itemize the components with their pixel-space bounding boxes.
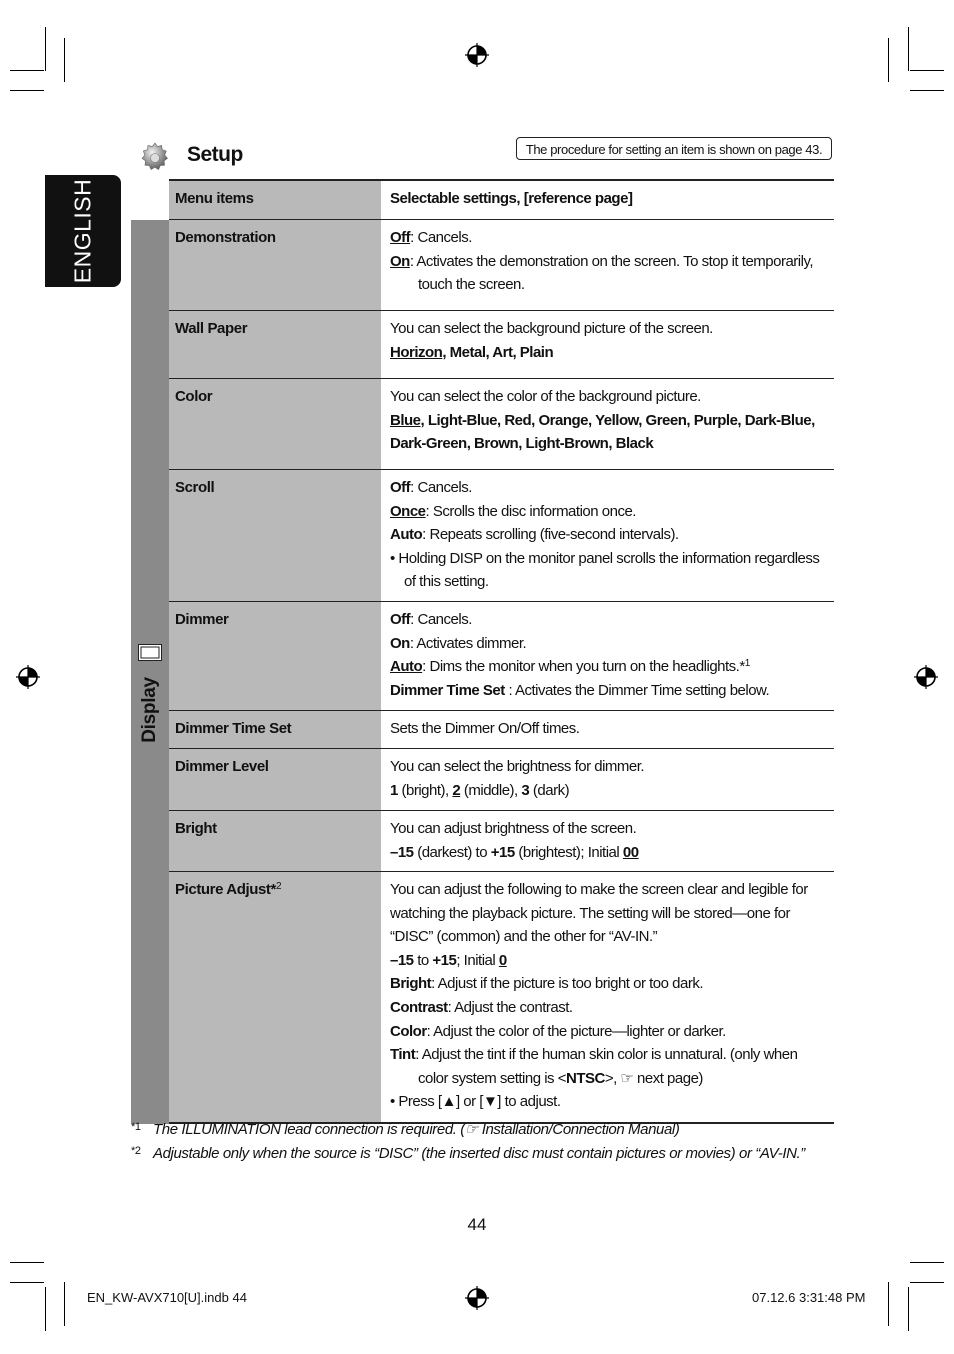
crop-mark [910,90,944,91]
option-text: : Adjust the color of the picture—lighter or darker. [426,1022,726,1040]
table-row [169,602,834,711]
crop-mark [10,70,44,71]
option-text: color system setting is < [418,1069,566,1087]
table-row [169,311,834,379]
footnote-text: The ILLUMINATION lead connection is required. (☞ Installation/Connection Manual) [153,1121,680,1138]
footnote [131,1118,851,1142]
table-row [169,220,834,311]
option-value: NTSC [565,1069,605,1087]
section-title: Setup [187,143,243,166]
footnote-ref: 1 [744,658,750,670]
crop-mark [10,1282,44,1283]
menu-item-demonstration: Demonstration [169,220,381,310]
option-label: Auto [390,658,423,676]
option-label: On [390,252,410,270]
registration-mark-icon [913,664,939,690]
settings-dimmer [381,602,834,710]
procedure-note: The procedure for setting an item is shown on page 43. [516,137,832,160]
option-label: Tint [390,1046,416,1064]
option-list: , Metal, Art, Plain [442,343,554,361]
crop-mark [910,70,944,71]
crop-mark [888,1282,889,1326]
table-header-row [169,179,834,220]
crop-mark [64,38,65,82]
settings-demonstration [381,220,834,310]
option-text: : Adjust the contrast. [447,998,573,1016]
settings-color [381,379,834,469]
gear-icon [137,140,173,176]
setting-description: You can select the color of the background picture. [390,388,701,405]
settings-bright [381,811,834,871]
category-sidebar [131,220,169,1124]
option-text: (middle), [460,781,522,799]
crop-mark [45,27,46,71]
crop-mark [10,1262,44,1263]
header-selectable-settings: Selectable settings, [reference page] [390,190,633,207]
option-text: (brightest); Initial [514,843,623,861]
option-text: : Dims the monitor when you turn on the headlights.* [422,658,745,676]
option-label: Off [390,611,411,628]
crop-mark [10,90,44,91]
page-number: 44 [467,1215,487,1234]
footer-file-info: EN_KW-AVX710[U].indb 44 [87,1290,247,1305]
header-menu-items: Menu items [169,181,381,219]
default-option: 0 [498,951,507,969]
footnote-text: Adjustable only when the source is “DISC” (the inserted disc must contain pictures or movies) or “AV-IN.” [153,1145,805,1162]
crop-mark [910,1262,944,1263]
bullet-note: of this setting. [404,573,489,591]
table-row [169,379,834,470]
default-option: 2 [452,781,461,799]
registration-mark-icon [464,1285,490,1311]
range-min: –15 [390,951,414,969]
option-text: ; Initial [456,951,499,969]
crop-mark [888,38,889,82]
footnote-mark: *2 [131,1145,141,1157]
option-text: : Cancels. [410,611,472,628]
option-text: (bright), [397,781,453,799]
setting-description: Sets the Dimmer On/Off times. [390,720,580,737]
crop-mark [908,1287,909,1331]
option-text: touch the screen. [418,276,525,294]
bullet-note: • Holding DISP on the monitor panel scrolls the information regardless [390,549,820,567]
menu-item-label: Picture Adjust* [175,881,276,898]
crop-mark [64,1282,65,1326]
option-value: 1 [390,781,398,799]
option-label: Off [390,229,411,246]
table-row [169,811,834,872]
settings-scroll [381,470,834,601]
default-option: Blue [390,411,421,429]
setting-description: You can adjust brightness of the screen. [390,820,637,837]
table-row [169,872,834,1124]
option-label: Bright [390,975,432,993]
menu-item-color: Color [169,379,381,469]
option-text: : Activates dimmer. [409,634,527,652]
option-label: On [390,634,410,652]
option-text: : Cancels. [410,479,472,496]
settings-wallpaper [381,311,834,378]
option-label: Once [390,502,426,520]
range-max: +15 [490,843,515,861]
option-text: (darkest) to [413,843,491,861]
registration-mark-icon [464,42,490,68]
table-row [169,749,834,811]
setting-description: You can select the brightness for dimmer. [390,758,645,775]
option-text: : Cancels. [410,229,472,246]
menu-item-picture-adjust [169,872,381,1122]
option-text: : Repeats scrolling (five-second intervals). [422,526,679,544]
option-label: Dimmer Time Set [390,681,505,699]
option-text: : Activates the Dimmer Time setting below. [504,681,770,699]
category-label: Display [139,677,160,743]
settings-dimmer-time-set [381,711,834,748]
crop-mark [45,1287,46,1331]
footnote-mark: *1 [131,1121,141,1133]
crop-mark [908,27,909,71]
settings-picture-adjust [381,872,834,1122]
option-text: to [413,951,433,969]
footer-timestamp: 07.12.6 3:31:48 PM [752,1290,866,1305]
table-row [169,470,834,602]
range-min: –15 [390,843,414,861]
setting-description: You can select the background picture of the screen. [390,320,713,337]
option-label: Contrast [390,998,448,1016]
option-label: Off [390,479,411,496]
language-tab [45,175,121,287]
option-text: : Activates the demonstration on the screen. To stop it temporarily, [409,252,814,270]
option-label: Color [390,1022,427,1040]
menu-item-dimmer-time-set: Dimmer Time Set [169,711,381,748]
option-text: : Scrolls the disc information once. [425,502,636,520]
option-label: Auto [390,526,423,544]
option-list: , Light-Blue, Red, Orange, Yellow, Green, Purple, Dark-Blue, Dark-Green, Brown, Light-Brown, Black [390,411,815,453]
option-value: 3 [521,781,530,799]
menu-item-dimmer: Dimmer [169,602,381,710]
menu-item-bright: Bright [169,811,381,871]
menu-item-wallpaper: Wall Paper [169,311,381,378]
language-tab-label: ENGLISH [69,178,96,284]
settings-dimmer-level [381,749,834,810]
default-option: 00 [622,843,639,861]
menu-item-dimmer-level: Dimmer Level [169,749,381,810]
registration-mark-icon [15,664,41,690]
footnotes [131,1118,851,1166]
menu-item-scroll: Scroll [169,470,381,601]
bullet-note: • Press [▲] or [▼] to adjust. [390,1093,561,1111]
option-text: : Adjust the tint if the human skin color is unnatural. (only when [415,1046,798,1064]
setting-description: You can adjust the following to make the screen clear and legible for watching the playback picture. The setting will be stored—one for “DISC” (common) and the other for “AV-IN.” [390,881,808,946]
option-text: (dark) [529,781,570,799]
option-text: : Adjust if the picture is too bright or too dark. [431,975,703,993]
table-row [169,711,834,749]
monitor-icon [138,644,162,661]
footnote-ref: 2 [275,881,282,892]
default-option: Horizon [390,343,443,361]
crop-mark [910,1282,944,1283]
settings-table [131,179,834,1124]
range-max: +15 [432,951,457,969]
option-text: >, ☞ next page) [604,1069,703,1087]
footnote [131,1142,851,1166]
